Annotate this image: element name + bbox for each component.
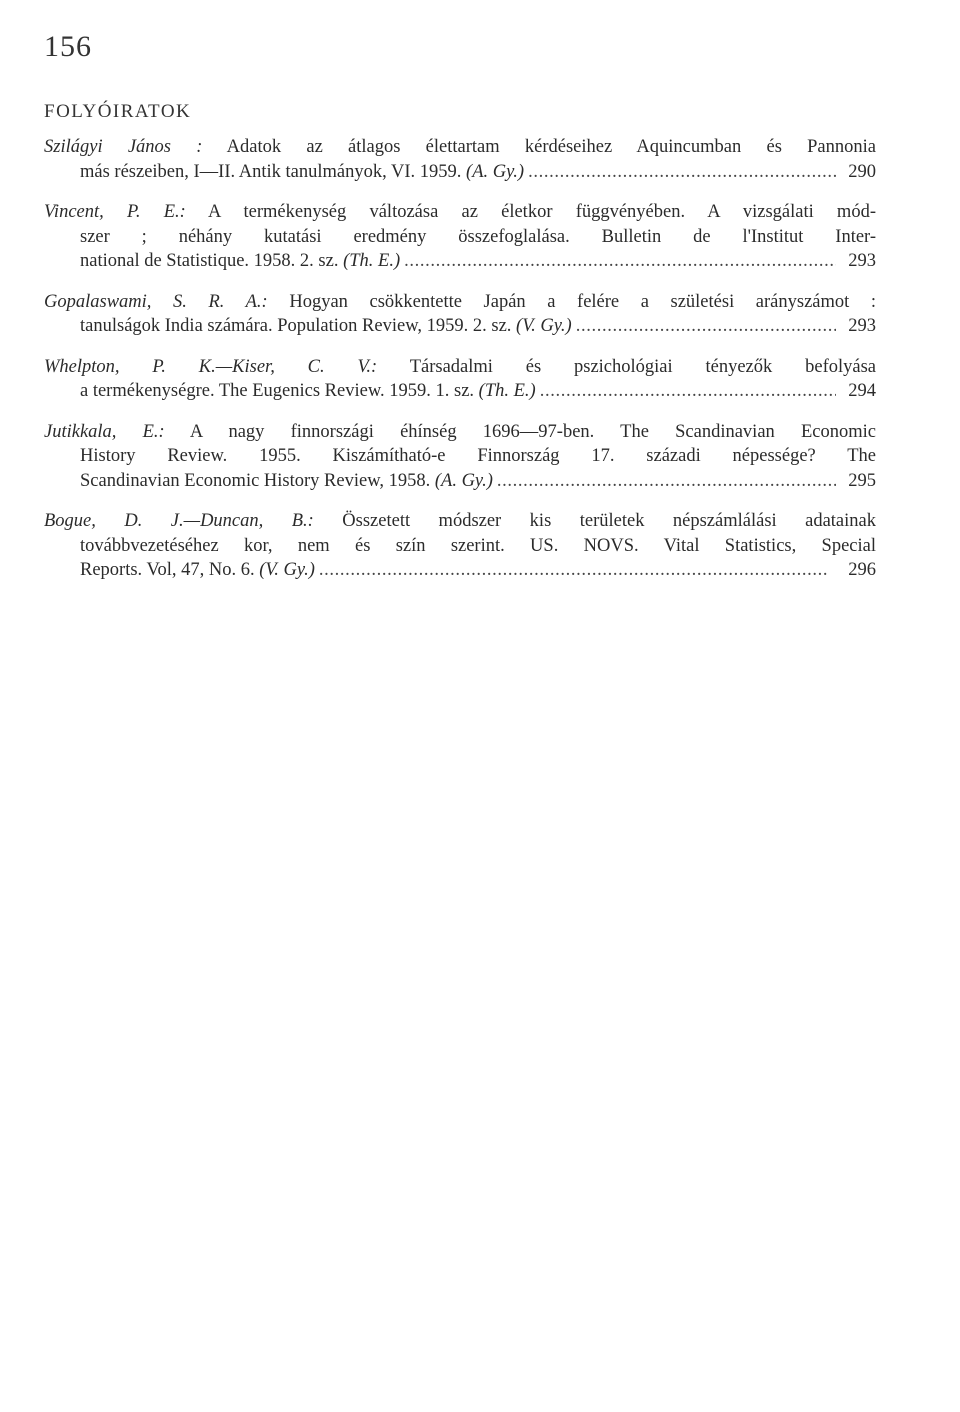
entry-text: tanulságok India számára. Population Review, 1959. 2. sz. — [80, 316, 512, 336]
entry-text: szer ; néhány kutatási eredmény összefoglalása. Bulletin de l'Institut Inter- — [80, 226, 876, 247]
entry-line — [44, 225, 876, 250]
entry-line — [44, 469, 876, 494]
leader-dots — [540, 379, 836, 404]
entry-text: History Review. 1955. Kiszámítható-e Finnország 17. századi népessége? The — [80, 446, 876, 466]
entry-text: A nagy finnországi éhínség 1696—97-ben. The Scandinavian Economic — [189, 421, 876, 442]
entry-page: 293 — [848, 251, 876, 271]
entry-text: más részeiben, I—II. Antik tanulmányok, VI. 1959. — [80, 161, 462, 182]
bibliography-entry — [44, 135, 876, 184]
entry-line — [44, 534, 876, 559]
entry-line — [44, 558, 876, 583]
entry-author: Whelpton, P. K.—Kiser, C. V.: — [44, 356, 378, 377]
entry-author: Szilágyi János : — [44, 137, 203, 157]
entry-line — [44, 160, 876, 185]
entry-line — [44, 314, 876, 339]
page-number: 156 — [44, 30, 92, 63]
leader-dots — [497, 469, 836, 494]
entry-reviewer: (V. Gy.) — [516, 316, 572, 336]
bibliography-entry — [44, 200, 876, 274]
entry-line — [44, 420, 876, 445]
bibliography-entry — [44, 509, 876, 583]
entry-text: Scandinavian Economic History Review, 1958. — [80, 470, 431, 491]
entry-line — [44, 444, 876, 469]
leader-dots — [404, 249, 836, 274]
leader-dots — [576, 314, 836, 339]
bibliography-entry — [44, 290, 876, 339]
entry-text: továbbvezetéséhez kor, nem és szín szerint. US. NOVS. Vital Statistics, Special — [80, 535, 876, 556]
entry-text: Összetett módszer kis területek népszámlálási adatainak — [342, 511, 876, 531]
entry-text: Adatok az átlagos élettartam kérdéseihez Aquincumban és Pannonia — [226, 137, 876, 157]
entry-line — [44, 379, 876, 404]
entry-page: 294 — [848, 381, 876, 401]
entry-text: A termékenység változása az életkor függvényében. A vizsgálati mód- — [207, 202, 876, 222]
entry-text: Reports. Vol, 47, No. 6. — [80, 560, 255, 580]
entry-author: Vincent, P. E.: — [44, 202, 186, 222]
entry-reviewer: (A. Gy.) — [466, 161, 525, 182]
entry-page: 293 — [848, 316, 876, 336]
entry-line — [44, 135, 876, 160]
entry-text: a termékenységre. The Eugenics Review. 1959. 1. sz. — [80, 381, 475, 401]
section-title: FOLYÓIRATOK — [44, 101, 192, 122]
bibliography-list — [44, 135, 876, 599]
entry-page: 290 — [848, 161, 876, 182]
entry-page: 295 — [848, 470, 876, 491]
entry-line — [44, 290, 876, 315]
entry-author: Jutikkala, E.: — [44, 421, 165, 442]
leader-dots — [528, 160, 836, 185]
entry-reviewer: (V. Gy.) — [259, 560, 315, 580]
entry-line — [44, 249, 876, 274]
entry-reviewer: (Th. E.) — [343, 251, 401, 271]
entry-reviewer: (Th. E.) — [478, 381, 536, 401]
entry-author: Bogue, D. J.—Duncan, B.: — [44, 511, 314, 531]
entry-text: Hogyan csökkentette Japán a felére a születési arányszámot : — [289, 291, 876, 312]
entry-text: Társadalmi és pszichológiai tényezők befolyása — [409, 356, 876, 377]
leader-dots — [319, 558, 836, 583]
entry-page: 296 — [848, 560, 876, 580]
entry-reviewer: (A. Gy.) — [434, 470, 493, 491]
entry-line — [44, 509, 876, 534]
entry-author: Gopalaswami, S. R. A.: — [44, 291, 268, 312]
bibliography-entry — [44, 420, 876, 494]
bibliography-entry — [44, 355, 876, 404]
entry-text: national de Statistique. 1958. 2. sz. — [80, 251, 339, 271]
entry-line — [44, 200, 876, 225]
entry-line — [44, 355, 876, 380]
